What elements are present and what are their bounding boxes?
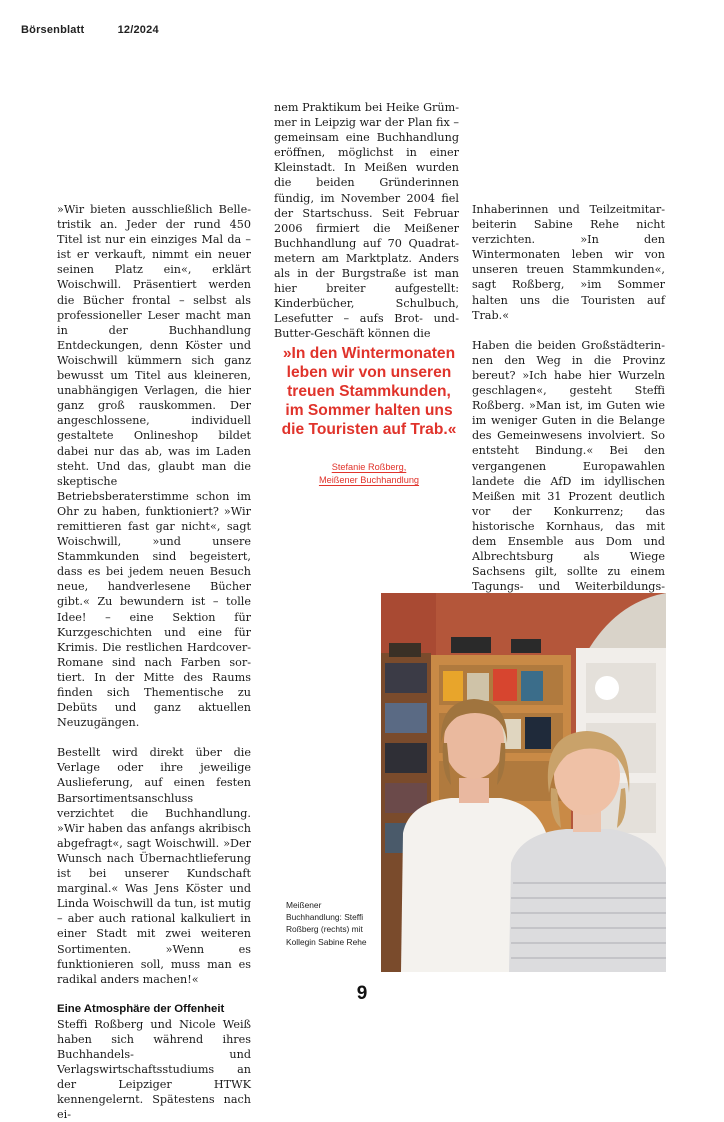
- issue-number: 12/2024: [117, 24, 159, 36]
- pull-quote: [276, 344, 462, 486]
- paragraph: Bestellt wird direkt über die Verlage oder ihre jeweilige Auslieferung, auf einen festen Barsortimentsanschluss verzichtet die Buchhandlung. »Wir haben das anfangs akribisch abgefragt«, sagt Woischwill. »Der Wunsch nach Übernachtlieferung ist bei unserer Kundschaft marginal.« Was Jens Köster und Linda Woischwill da tun, ist mutig – aber auch rational kalkuliert in einer Stadt mit zwei weiteren Sortimenten. »Wenn es funktionieren soll, muss man es radikal anders machen!«: [57, 746, 251, 986]
- photo-caption: Meißener Buchhandlung: Steffi Roßberg (rechts) mit Kollegin Sabine Rehe: [286, 900, 367, 947]
- text-column-middle: [274, 100, 459, 342]
- paragraph: »Wir bieten ausschließlich Belletristik an. Jeder der rund 450 Titel ist nur ein einziges Mal da – ist er verkauft, nimmt ein neuer seinen Platz ein«, erklärt Woischwill. Präsentiert werden die Bücher frontal – selbst als professioneller Leser macht man in der Buchhandlung Entdeckungen, denn Köster und Woischwill kümmern sich ganz bewusst um Titel aus kleineren, unabhängigen Verlagen, die hier ganz groß rauskommen. Der angeschlossene, individuell gestaltete Onlineshop bildet dabei nur das ab, was im Laden steht. Und das, glaubt man die skeptische Betriebsberaterstimme schon im Ohr zu haben, funktioniert? »Wir remittieren fast gar nicht«, sagt Woischwill, »und unsere Stammkunden sind begeistert, dass es bei jedem neuen Besuch neue, handverlesene Bücher gibt.« Zu bewundern ist – tolle Idee! – eine Sektion für Kurzgeschichten und eine für Krimis. Die restlichen Hardcover-Romane sind nach Farben sortiert. In der Mitte des Raums finden sich Thementische zu Debüts und ganz aktuellen Neuzugängen.: [57, 203, 251, 730]
- bookstore-photo: [381, 593, 666, 972]
- paragraph: Inhaberinnen und Teilzeitmitarbeiterin Sabine Rehe nicht verzichten. »In den Wintermonaten leben wir von unseren treuen Stammkunden«, sagt Roßberg, »im Sommer halten uns die Touristen auf Trab.«: [472, 203, 665, 322]
- pull-quote-attribution: [276, 461, 462, 486]
- subheading: Eine Atmosphäre der Offenheit: [57, 1002, 225, 1015]
- quote-affiliation: Meißener Buchhandlung: [318, 474, 420, 485]
- pull-quote-text: »In den Wintermonaten leben wir von unseren treuen Stammkunden, im Sommer halten uns die Touristen auf Trab.«: [281, 345, 457, 438]
- running-header: [21, 24, 159, 36]
- paragraph: nem Praktikum bei Heike Grümmer in Leipzig war der Plan fix – gemeinsam eine Buchhandlung eröffnen, möglichst in einer Kleinstadt. In Meißen wurden die beiden Gründerinnen fündig, im November 2004 fiel der Startschuss. Seit Februar 2006 firmiert die Meißener Buchhandlung auf 70 Quadratmetern am Marktplatz. Anders als in der Burgstraße ist man hier breiter aufgestellt: Kinderbücher, Schulbuch, Lesefutter – aufs Brot- und-Butter-Geschäft können die: [274, 101, 459, 341]
- text-column-right: [472, 202, 665, 609]
- magazine-name: Börsenblatt: [21, 24, 85, 36]
- paragraph: Steffi Roßberg und Nicole Weiß haben sich während ihres Buchhandels- und Verlagswirtschaftsstudiums an der Leipziger HTWK kennengelernt. Spätestens nach ei-: [57, 1017, 251, 1122]
- quote-author: Stefanie Roßberg,: [331, 462, 407, 472]
- paragraph: Haben die beiden Großstädterinnen den Weg in die Provinz bereut? »Ich habe hier Wurzeln geschlagen«, gesteht Steffi Roßberg. »Man ist, im Guten wie im weniger Guten in die Belange des Gemeinwesens involviert. So entsteht Bindung.« Bei den vergangenen Europawahlen landete die AfD im idyllischen Meißen mit 31 Prozent deutlich vor der Konkurrenz; das historische Kornhaus, das mit dem Ensemble aus Dom und Albrechtsburg als Wiege Sachsens gilt, sollte zu einem Tagungs- und Weiterbildungs: [472, 338, 665, 594]
- page-number: 9: [356, 983, 368, 1004]
